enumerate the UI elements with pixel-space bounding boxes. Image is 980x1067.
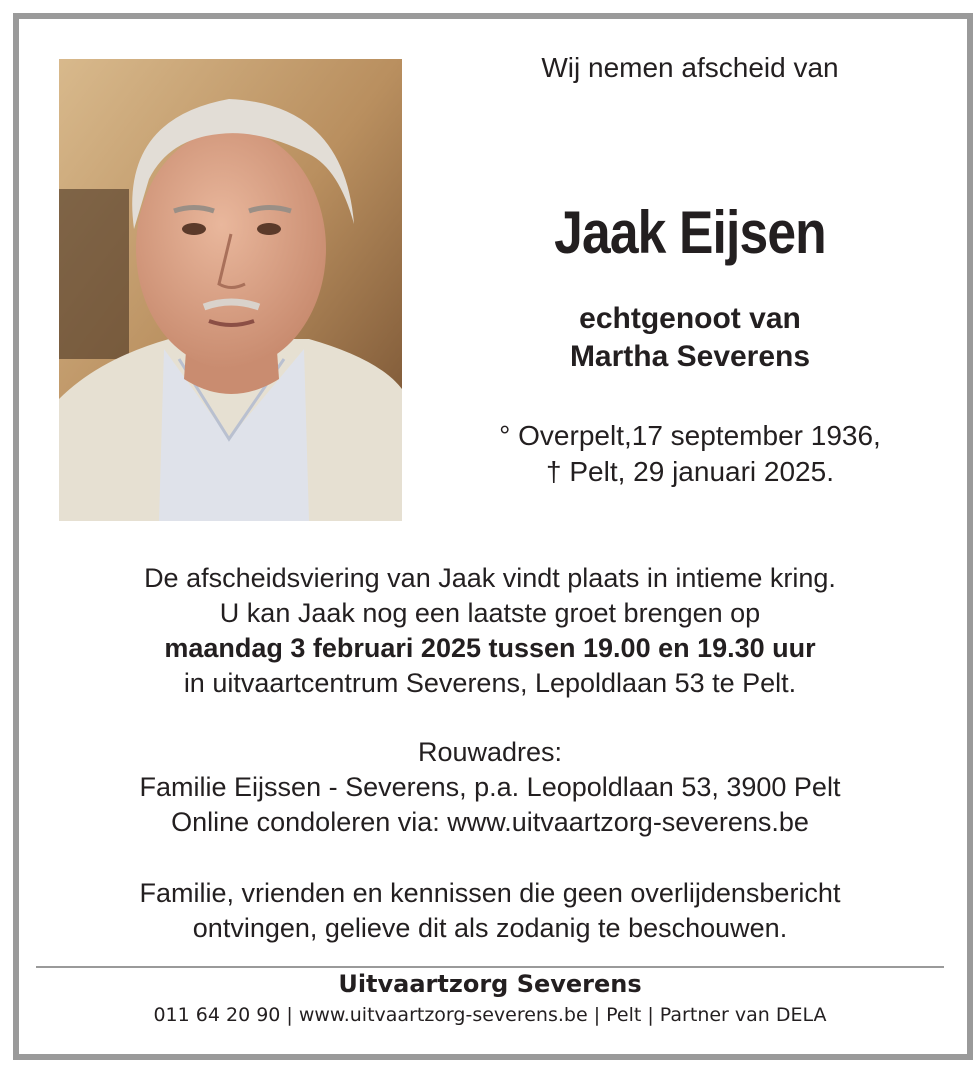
address-heading: Rouwadres:	[417, 737, 563, 767]
closing-note	[40, 876, 940, 946]
spouse-block	[440, 300, 940, 376]
mourning-address: Familie Eijssen - Severens, p.a. Leopoldlaan 53, 3900 Pelt	[139, 772, 841, 802]
viewing-date: maandag 3 februari 2025 tussen 19.00 en 19.30 uur	[164, 633, 816, 663]
ceremony-line: U kan Jaak nog een laatste groet brengen op	[219, 598, 761, 628]
spouse-relation: echtgenoot van	[579, 302, 801, 335]
death-date: † Pelt, 29 januari 2025.	[546, 456, 834, 487]
deceased-name: Jaak Eijsen	[554, 199, 826, 266]
portrait-photo	[59, 59, 402, 521]
spouse-name: Martha Severens	[569, 340, 811, 373]
ceremony-block	[40, 561, 940, 701]
funeral-home-name: Uitvaartzorg Severens	[338, 970, 642, 998]
ceremony-line: De afscheidsviering van Jaak vindt plaats in intieme kring.	[144, 563, 836, 593]
birth-date: ° Overpelt,17 september 1936,	[499, 420, 881, 451]
divider	[36, 966, 944, 968]
address-block	[40, 735, 940, 840]
closing-line: Familie, vrienden en kennissen die geen overlijdensbericht	[139, 878, 841, 908]
closing-line: ontvingen, gelieve dit als zodanig te beschouwen.	[192, 913, 788, 943]
online-condolence: Online condoleren via: www.uitvaartzorg-severens.be	[171, 807, 809, 837]
ceremony-location: in uitvaartcentrum Severens, Lepoldlaan 53 te Pelt.	[183, 668, 797, 698]
funeral-home-contact: 011 64 20 90 | www.uitvaartzorg-severens.be | Pelt | Partner van DELA	[153, 1004, 827, 1026]
life-dates	[440, 418, 940, 490]
intro-text: Wij nemen afscheid van	[541, 52, 839, 83]
